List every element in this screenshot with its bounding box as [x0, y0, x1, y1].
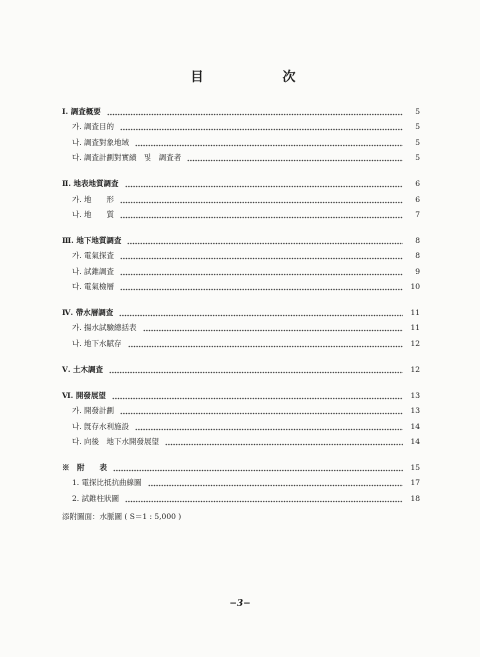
toc-entry-label: Ⅱ. 地表地質調査	[62, 179, 119, 189]
leader-dots	[112, 388, 403, 403]
toc-subentry-page: 9	[415, 266, 420, 276]
toc-section-5	[62, 362, 420, 377]
page-title: 目 次	[190, 70, 306, 85]
toc-subentry	[62, 119, 420, 134]
toc-subentry	[62, 264, 420, 279]
toc-entry	[62, 104, 420, 119]
leader-dots	[120, 403, 403, 418]
toc-entry	[62, 460, 420, 475]
attachment-note-label: 添附圖面：水脈圖 ( S＝1 : 5,000 )	[62, 511, 182, 521]
leader-dots	[113, 460, 403, 475]
toc-subentry-label: 가. 開發計劃	[72, 406, 115, 416]
toc-entry-label: Ⅴ. 土木調査	[62, 364, 104, 374]
leader-dots	[109, 362, 403, 377]
toc-subentry	[62, 320, 420, 335]
toc-entry-page: 11	[410, 308, 420, 318]
toc-subentry-page: 18	[410, 493, 420, 503]
toc-subentry-page: 6	[415, 194, 420, 204]
toc-subentry	[62, 336, 420, 351]
leader-dots	[120, 192, 403, 207]
toc-entry	[62, 176, 420, 191]
toc-subentry-page: 8	[415, 251, 420, 261]
toc-subentry-page: 11	[410, 323, 420, 333]
toc-subentry	[62, 403, 420, 418]
toc-entry-page: 15	[410, 462, 420, 472]
toc-entry-page: 12	[410, 364, 420, 374]
page-number: −3−	[229, 599, 251, 609]
toc-subentry	[62, 491, 420, 506]
toc-entry	[62, 305, 420, 320]
toc-subentry	[62, 135, 420, 150]
leader-dots	[165, 434, 403, 449]
toc-entry-label: Ⅲ. 地下地質調査	[62, 235, 122, 245]
toc-section-appendix	[62, 460, 420, 524]
toc-entry-page: 8	[415, 235, 420, 245]
leader-dots	[135, 135, 403, 150]
toc-entry-label: ※ 附 表	[62, 462, 107, 472]
toc-subentry-label: 나. 地下水賦存	[72, 338, 122, 348]
toc-subentry	[62, 419, 420, 434]
toc-entry-label: Ⅳ. 帶水層調査	[62, 308, 114, 318]
toc-subentry-page: 7	[415, 209, 420, 219]
toc-subentry-label: 나. 試錐調査	[72, 266, 115, 276]
toc-subentry-label: 1. 電探比抵抗曲線圖	[72, 478, 142, 488]
leader-dots	[128, 336, 403, 351]
toc-entry-page: 6	[415, 179, 420, 189]
toc-entry-page: 5	[415, 107, 420, 116]
toc-subentry	[62, 434, 420, 449]
toc-subentry-label: 가. 調査目的	[72, 122, 115, 132]
toc-entry	[62, 362, 420, 377]
toc-subentry-page: 17	[410, 478, 420, 488]
toc-entry	[62, 388, 420, 403]
toc-subentry-page: 10	[410, 282, 420, 292]
leader-dots	[120, 264, 403, 279]
toc-subentry-label: 나. 地 質	[72, 209, 115, 219]
toc-entry-label: Ⅵ. 開發展望	[62, 390, 106, 400]
toc-subentry-page: 5	[415, 122, 420, 132]
toc-subentry-page: 5	[415, 153, 420, 163]
toc-subentry	[62, 248, 420, 263]
toc-subentry-page: 13	[410, 406, 420, 416]
toc-section-2	[62, 176, 420, 222]
leader-dots	[148, 475, 403, 490]
toc-subentry-page: 5	[415, 137, 420, 147]
toc-subentry-label: 나. 調査對象地域	[72, 137, 130, 147]
leader-dots	[107, 104, 403, 119]
toc-subentry-label: 다. 向後 地下水開發展望	[72, 437, 160, 446]
leader-dots	[120, 279, 403, 294]
toc-section-6	[62, 388, 420, 450]
toc-subentry-label: 가. 電氣探査	[72, 251, 115, 261]
toc-subentry-page: 14	[410, 437, 420, 446]
table-of-contents	[62, 104, 420, 524]
toc-subentry	[62, 475, 420, 490]
leader-dots	[143, 320, 403, 335]
leader-dots	[119, 305, 403, 320]
toc-section-1	[62, 104, 420, 166]
toc-subentry	[62, 192, 420, 207]
toc-section-3	[62, 233, 420, 295]
leader-dots	[187, 150, 403, 165]
toc-subentry-label: 다. 電氣檢層	[72, 282, 115, 292]
leader-dots	[125, 176, 403, 191]
leader-dots	[120, 248, 403, 263]
leader-dots	[120, 119, 403, 134]
attachment-note	[62, 509, 420, 524]
toc-subentry-page: 12	[410, 338, 420, 348]
toc-subentry	[62, 207, 420, 222]
leader-dots	[135, 419, 403, 434]
toc-entry	[62, 233, 420, 248]
toc-subentry-label: 가. 揚水試驗總括表	[72, 323, 137, 333]
leader-dots	[125, 491, 403, 506]
toc-subentry-label: 가. 地 形	[72, 194, 115, 204]
toc-entry-label: Ⅰ. 調査概要	[62, 107, 101, 116]
toc-subentry	[62, 279, 420, 294]
toc-subentry	[62, 150, 420, 165]
toc-subentry-label: 2. 試錐柱狀圖	[72, 493, 120, 503]
toc-subentry-label: 다. 調査計劃對實績 및 調査者	[72, 153, 182, 163]
toc-section-4	[62, 305, 420, 351]
toc-entry-page: 13	[410, 390, 420, 400]
toc-subentry-page: 14	[410, 421, 420, 431]
leader-dots	[127, 233, 403, 248]
toc-subentry-label: 나. 旣存水利施設	[72, 421, 130, 431]
leader-dots	[120, 207, 403, 222]
